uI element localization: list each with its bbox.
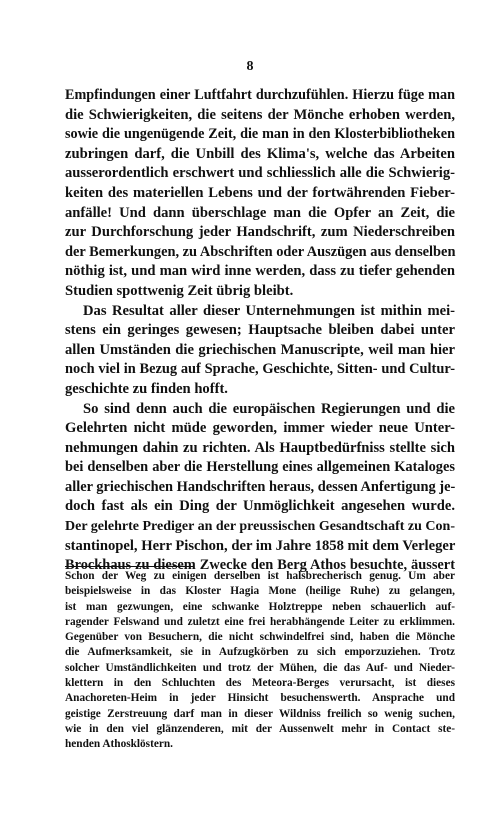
- footnote-line: die Aufmerksamkeit, sie in Aufzugkörben zu sich emporzuziehen. Trotz: [65, 646, 455, 659]
- text-line: sowie die ungenügende Zeit, die man in den Klosterbibliotheken: [65, 126, 455, 143]
- text-line: anfälle! Und dann überschlage man die Opfer an Zeit, die: [65, 204, 455, 221]
- footnote-line: wie in den viel glänzenderen, mit der Aussenwelt mehr in Contact ste-: [65, 722, 455, 735]
- page-number: 8: [246, 59, 254, 74]
- footnote-line: solcher Umständlichkeiten und trotz der Mühen, die das Auf- und Nieder-: [65, 661, 455, 674]
- text-line: noch viel in Bezug auf Sprache, Geschichte, Sitten- und Cultur-: [65, 361, 455, 378]
- text-line: nehmungen dahin zu richten. Als Hauptbedürfniss stellte sich: [65, 439, 455, 456]
- text-line: nöthig ist, und man wird inne werden, dass zu tiefer gehenden: [65, 263, 455, 280]
- footnote-divider: [65, 566, 193, 567]
- text-line: die Schwierigkeiten, die seitens der Mönche erhoben werden,: [65, 106, 455, 123]
- text-line: stantinopel, Herr Pischon, der im Jahre 1858 mit dem Verleger: [65, 537, 456, 554]
- text-line: der Bemerkungen, zu Abschriften oder Auszügen aus denselben: [65, 243, 456, 260]
- text-line: Das Resultat aller dieser Unternehmungen ist mithin mei-: [83, 302, 455, 319]
- footnote-line: Anachoreten-Heim in jeder Hinsicht besuchenswerth. Ansprache und: [65, 692, 455, 705]
- footnote-line: Schon der Weg zu einigen derselben ist halsbrecherisch genug. Um aber: [65, 570, 455, 582]
- text-line: allen Umständen die griechischen Manuscripte, weil man hier: [65, 341, 455, 358]
- footnote: [65, 569, 455, 753]
- text-line: zubringen darf, die Unbill des Klima's, welche das Arbeiten: [65, 145, 455, 162]
- text-line: doch fast als ein Ding der Unmöglichkeit angesehen wurde.: [65, 498, 455, 515]
- text-line: stens ein geringes gewesen; Hauptsache bleiben dabei unter: [65, 322, 455, 339]
- text-line: Der gelehrte Prediger an der preussischen Gesandtschaft zu Con-: [65, 519, 455, 535]
- text-line: Gelehrten nicht müde geworden, immer wieder neue Unter-: [65, 420, 455, 437]
- text-line: bei denselben aber die Herstellung eines allgemeinen Kataloges: [65, 459, 455, 476]
- footnote-line: henden Athosklöstern.: [65, 738, 173, 751]
- footnote-line: beispielsweise in das Kloster Hagia Mone (heilige Ruhe) zu gelangen,: [65, 585, 455, 598]
- footnote-line: Gegenüber von Besuchern, die nicht schwindelfrei sind, haben die Mönche: [65, 631, 455, 644]
- text-line: keiten des materiellen Lebens und der fortwährenden Fieber-: [65, 184, 455, 201]
- footnote-line: geistige Zerstreuung darf man in dieser Wildniss freilich so wenig suchen,: [65, 707, 455, 720]
- text-line: ausserordentlich erschwert und schliesslich alle die Schwierig-: [65, 165, 455, 182]
- footnote-line: ragender Felswand und zuletzt eine frei herabhängende Leiter zu erklimmen.: [65, 615, 455, 628]
- footnote-line: klettern in den Schluchten des Meteora-Berges verursacht, ist dieses: [65, 677, 455, 690]
- text-line: Brockhaus zu diesem Zwecke den Berg Athos besuchte, äussert: [65, 557, 455, 574]
- text-line: Studien spottwenig Zeit übrig bleibt.: [65, 282, 294, 299]
- text-line: So sind denn auch die europäischen Regierungen und die: [83, 400, 455, 417]
- text-line: aller griechischen Handschriften heraus, dessen Anfertigung je-: [65, 478, 456, 495]
- text-line: Empfindungen einer Luftfahrt durchzufühlen. Hierzu füge man: [65, 87, 455, 103]
- text-line: zur Durchforschung jeder Handschrift, zum Niederschreiben: [65, 224, 455, 241]
- main-text: [65, 86, 455, 576]
- footnote-line: ist man gezwungen, eine schwanke Holztreppe neben schauerlich auf-: [65, 600, 455, 613]
- text-line: geschichte zu finden hofft.: [65, 380, 228, 397]
